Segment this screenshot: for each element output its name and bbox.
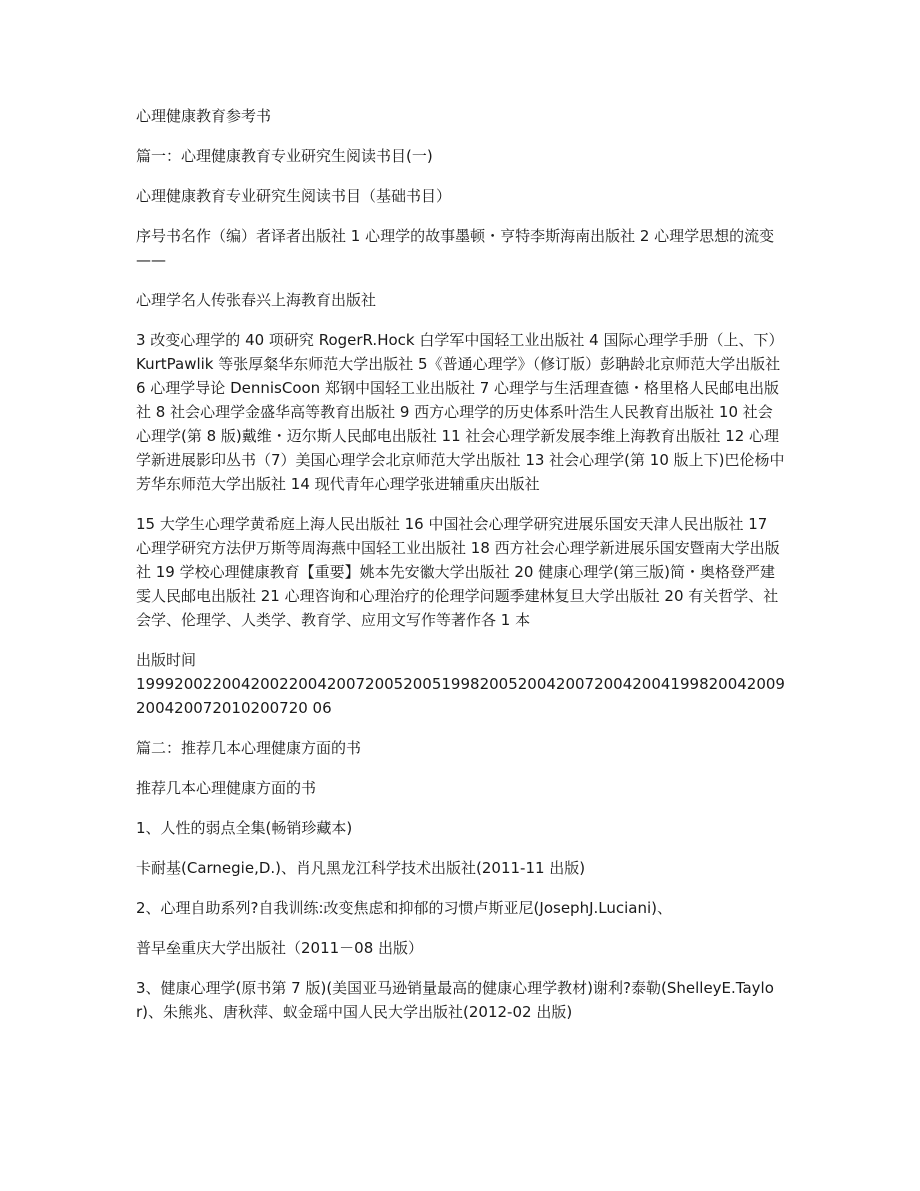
publication-time-label: 出版时间 xyxy=(136,651,197,669)
section2-subheading: 推荐几本心理健康方面的书 xyxy=(136,779,317,797)
publication-time-block xyxy=(136,648,786,720)
book-1-title: 1、人性的弱点全集(畅销珍藏本) xyxy=(136,819,353,837)
paragraph-3: 3 改变心理学的 40 项研究 RogerR.Hock 白学军中国轻工业出版社 4 国际心理学手册（上、下）KurtPawlik 等张厚粲华东师范大学出版社 5《普通心理学》（修订版）彭聃龄北京师范大学出版社 6 心理学导论 DennisCoon 郑钢中国轻工业出版社 7 心理学与生活理查德・格里格人民邮电出版社 8 社会心理学金盛华高等教育出版社 9 西方心理学的历史体系叶浩生人民教育出版社 10 社会心理学(第 8 版)戴维・迈尔斯人民邮电出版社 11 社会心理学新发展李维上海教育出版社 12 心理学新进展影印丛书（7）美国心理学会北京师范大学出版社 13 社会心理学(第 10 版上下)巴伦杨中芳华东师范大学出版社 14 现代青年心理学张进辅重庆出版社 xyxy=(136,331,785,493)
document-page xyxy=(136,104,786,1040)
book-1-info: 卡耐基(Carnegie,D.)、肖凡黑龙江科学技术出版社(2011-11 出版) xyxy=(136,859,586,877)
paragraph-2: 心理学名人传张春兴上海教育出版社 xyxy=(136,291,377,309)
document-title: 心理健康教育参考书 xyxy=(136,107,272,125)
book-2-title: 2、心理自助系列?自我训练:改变焦虑和抑郁的习惯卢斯亚尼(JosephJ.Luciani)、 xyxy=(136,899,673,917)
section1-heading: 篇一：心理健康教育专业研究生阅读书目(一) xyxy=(136,147,433,165)
section1-subheading: 心理健康教育专业研究生阅读书目（基础书目） xyxy=(136,187,452,205)
paragraph-1: 序号书名作（编）者译者出版社 1 心理学的故事墨顿・亨特李斯海南出版社 2 心理学思想的流变—— xyxy=(136,227,775,269)
paragraph-4: 15 大学生心理学黄希庭上海人民出版社 16 中国社会心理学研究进展乐国安天津人民出版社 17 心理学研究方法伊万斯等周海燕中国轻工业出版社 18 西方社会心理学新进展乐国安暨南大学出版社 19 学校心理健康教育【重要】姚本先安徽大学出版社 20 健康心理学(第三版)简・奥格登严建雯人民邮电出版社 21 心理咨询和心理治疗的伦理学问题季建林复旦大学出版社 20 有关哲学、社会学、伦理学、人类学、教育学、应用文写作等著作各 1 本 xyxy=(136,515,780,629)
publication-time-numbers: 19992002200420022004200720052005199820052004200720042004199820042009200420072010200720 06 xyxy=(136,675,785,717)
book-2-info: 普早垒重庆大学出版社（2011－08 出版） xyxy=(136,939,424,957)
book-3-title: 3、健康心理学(原书第 7 版)(美国亚马逊销量最高的健康心理学教材)谢利?泰勒(ShelleyE.Taylor)、朱熊兆、唐秋萍、蚁金瑶中国人民大学出版社(2012-02 出版) xyxy=(136,979,774,1021)
section2-heading: 篇二：推荐几本心理健康方面的书 xyxy=(136,739,362,757)
